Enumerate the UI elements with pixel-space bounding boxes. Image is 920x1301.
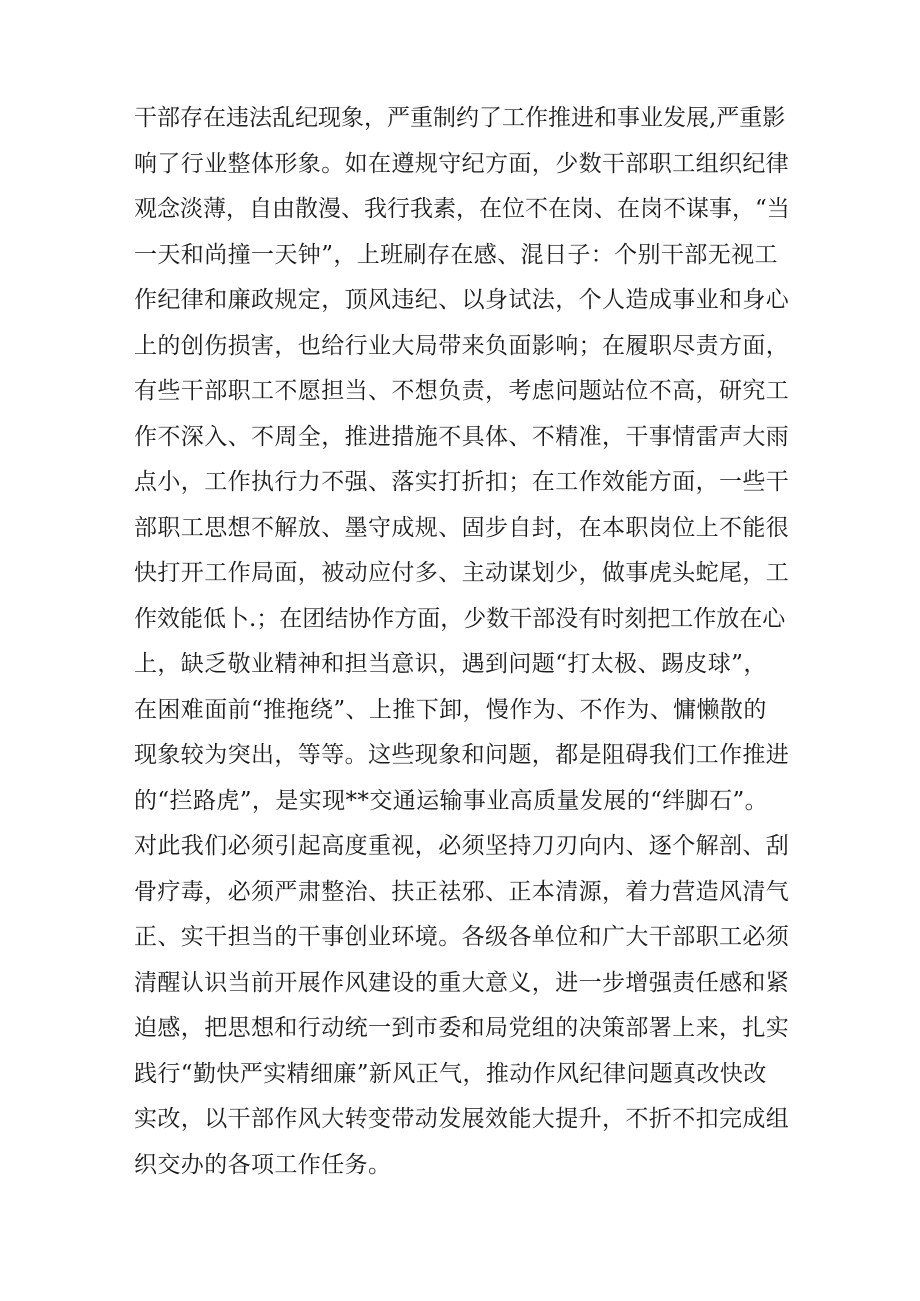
text-line: 上的创伤损害，也给行业大局带来负面影响；在履职尽责方面， [134,332,790,359]
text-line: 作效能低卜.；在团结协作方面，少数干部没有时刻把工作放在心 [134,605,786,632]
text-line: 迫感，把思想和行动统一到市委和局党组的决策部署上来，扎实 [134,1015,790,1041]
text-line: 作不深入、不周全，推进措施不具体、不精准，干事情雷声大雨 [134,423,790,450]
text-line: 作纪律和廉政规定，顶风违纪、以身试法，个人造成事业和身心 [134,287,790,313]
text-line: 快打开工作局面，被动应付多、主动谋划少，做事虎头蛇尾，工 [134,560,790,586]
text-line: 正、实干担当的干事创业环境。各级各单位和广大干部职工必须 [134,924,790,950]
text-line: 有些干部职工不愿担当、不想负责，考虑问题站位不高，研究工 [134,378,790,404]
text-line: 在困难面前“推拖绕”、上推下卸，慢作为、不作为、慵懒散的 [134,696,767,723]
text-line: 响了行业整体形象。如在遵规守纪方面，少数干部职工组织纪律 [134,150,790,177]
text-line: 实改，以干部作风大转变带动发展效能大提升，不折不扣完成组 [134,1106,790,1132]
text-line: 一天和尚撞一天钟”，上班刷存在感、混日子：个别干部无视工 [134,241,778,268]
body-paragraph [134,96,794,1188]
text-line: 骨疗毒，必须严肃整治、扶正祛邪、正本清源，着力营造风清气 [134,878,790,905]
text-line: 的“拦路虎”，是实现**交通运输事业高质量发展的“绊脚石”。 [134,787,769,814]
text-line: 点小，工作执行力不强、落实打折扣；在工作效能方面，一些干 [134,469,790,495]
text-line: 对此我们必须引起高度重视，必须坚持刀刃向内、逐个解剖、刮 [134,833,790,859]
text-line: 部职工思想不解放、墨守成规、固步自封，在本职岗位上不能很 [134,514,790,541]
text-line: 践行“勤快严实精细廉”新风正气，推动作风纪律问题真改快改 [134,1060,767,1087]
text-line: 观念淡薄，自由散漫、我行我素，在位不在岗、在岗不谋事，“当 [134,196,790,222]
text-line: 上，缺乏敬业精神和担当意识，遇到问题“打太极、踢皮球”， [134,651,767,677]
text-line: 清醒认识当前开展作风建设的重大意义，进一步增强责任感和紧 [134,969,790,996]
text-line: 织交办的各项工作任务。 [134,1151,392,1178]
text-line: 现象较为突出，等等。这些现象和问题，都是阻碍我们工作推进 [134,742,790,768]
text-line: 干部存在违法乱纪现象，严重制约了工作推进和事业发展,严重影 [134,105,786,131]
